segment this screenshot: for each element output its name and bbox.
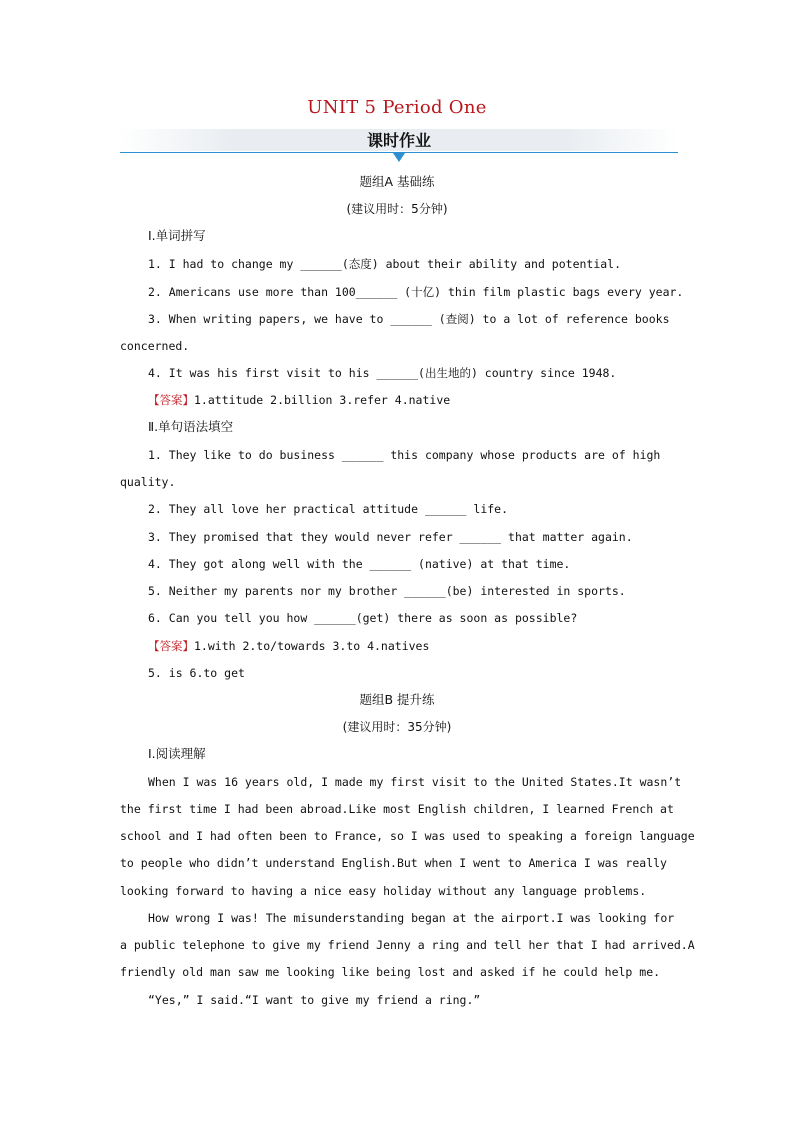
- grammar-item-6: 6. Can you tell you how ______(get) there as soon as possible?: [148, 611, 578, 625]
- passage-line: a public telephone to give my friend Jenny a ring and tell her that I had arrived.A: [120, 938, 695, 952]
- group-a-title: 题组A 基础练: [359, 174, 435, 189]
- grammar-item-4: 4. They got along well with the ______ (native) at that time.: [148, 557, 571, 571]
- grammar-item-5: 5. Neither my parents nor my brother ______(be) interested in sports.: [148, 584, 626, 598]
- spelling-item-2: 2. Americans use more than 100______ (十亿) thin film plastic bags every year.: [148, 285, 684, 299]
- passage-line: to people who didn’t understand English.But when I went to America I was really: [120, 856, 667, 870]
- grammar-item-1: 1. They like to do business ______ this company whose products are of high: [148, 448, 661, 462]
- answer-text: 1.with 2.to/towards 3.to 4.natives: [194, 639, 430, 653]
- answer-line-grammar: [148, 638, 429, 654]
- spelling-item-1: 1. I had to change my ______(态度) about their ability and potential.: [148, 257, 622, 271]
- spelling-item-4: 4. It was his first visit to his ______(出生地的) country since 1948.: [148, 366, 617, 380]
- group-b-time: (建议用时：35分钟): [342, 720, 452, 734]
- homework-banner: [120, 126, 678, 154]
- answer-text: 1.attitude 2.billion 3.refer 4.native: [194, 393, 451, 407]
- grammar-item-3: 3. They promised that they would never refer ______ that matter again.: [148, 530, 633, 544]
- group-a-time: (建议用时：5分钟): [346, 202, 448, 216]
- banner-arrow-icon: [393, 153, 405, 162]
- answer-label: 【答案】: [148, 393, 194, 407]
- passage-line: “Yes,” I said.“I want to give my friend a ring.”: [148, 993, 481, 1007]
- answer-line-spelling: [148, 392, 450, 408]
- group-b-title: 题组B 提升练: [359, 692, 435, 707]
- passage-line: When I was 16 years old, I made my first visit to the United States.It wasn’t: [148, 775, 682, 789]
- passage-line: How wrong I was! The misunderstanding began at the airport.I was looking for: [148, 911, 675, 925]
- passage-line: school and I had often been to France, so I was used to speaking a foreign language: [120, 829, 695, 843]
- section-heading-grammar: Ⅱ.单句语法填空: [148, 419, 234, 434]
- passage-line: friendly old man saw me looking like being lost and asked if he could help me.: [120, 965, 661, 979]
- answer-line-grammar-cont: 5. is 6.to get: [148, 666, 245, 680]
- unit-title: UNIT 5 Period One: [307, 97, 487, 118]
- answer-label: 【答案】: [148, 639, 194, 653]
- passage-line: the first time I had been abroad.Like most English children, I learned French at: [120, 802, 674, 816]
- grammar-item-1-cont: quality.: [120, 475, 176, 489]
- section-heading-spelling: Ⅰ.单词拼写: [148, 228, 206, 243]
- spelling-item-3: 3. When writing papers, we have to ______ (查阅) to a lot of reference books: [148, 312, 670, 326]
- passage-line: looking forward to having a nice easy holiday without any language problems.: [120, 884, 647, 898]
- grammar-item-2: 2. They all love her practical attitude ______ life.: [148, 502, 509, 516]
- banner-title: 课时作业: [366, 131, 431, 150]
- section-heading-reading: Ⅰ.阅读理解: [148, 746, 206, 761]
- spelling-item-3-cont: concerned.: [120, 339, 190, 353]
